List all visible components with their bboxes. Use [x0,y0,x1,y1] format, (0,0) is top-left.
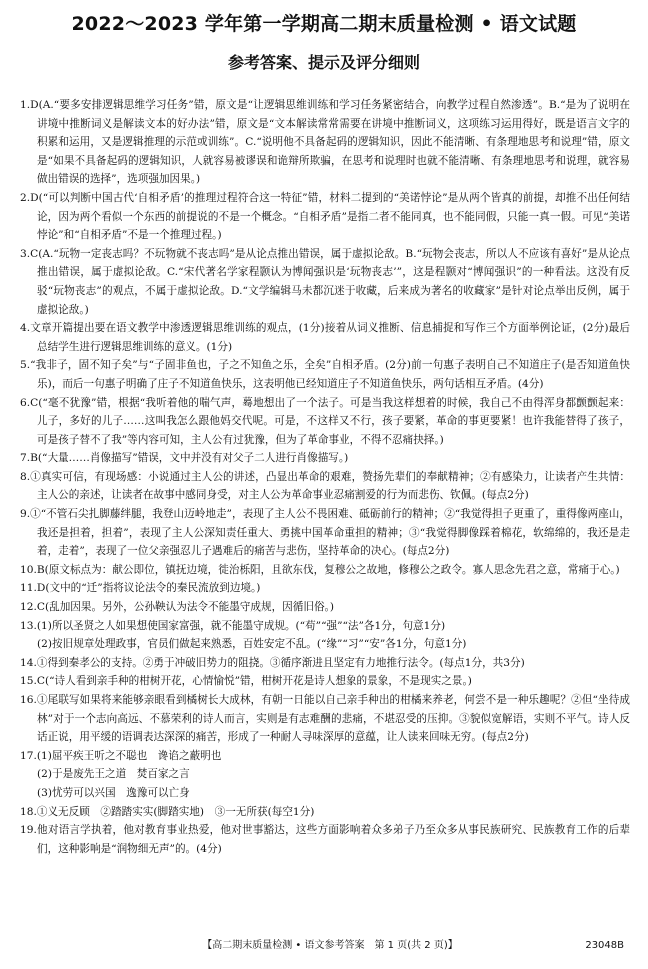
answer-text: C(A.“玩物一定丧志吗？不玩物就不丧志吗”是从论点推出错误，属于虚拟论敌。B.“玩物会丧志，所以人不应该有喜好”是从论点推出错误，属于虚拟论敌。C.“宋代著名学家程颢认为博闻强识是‘玩物丧志’”，这是程颢对“博闻强识”的一种看法。这没有反驳“玩物丧志”的观点，不属于虚拟论敌。D.“文学编辑马未都沉迷于收藏，后来成为著名的收藏家”是针对论点举出反例，属于虚拟论敌。) [30,247,630,316]
answer-text: C(乱加因果。另外，公孙鞅认为法令不能墨守成规，因循旧俗。) [36,601,334,614]
answer-item [20,394,630,450]
answer-item [20,505,630,561]
answer-text: ①“不管石尖扎脚藤绊腿，我登山迈岭地走”，表现了主人公不畏困难、砥砺前行的精神；②“我觉得担子更重了，重得像两座山，我还是担着，担着”，表现了主人公深知责任重大、勇挑中国革命重担的精神；③“我觉得脚像踩着棉花，软绵绵的，我还是走着，走着”，表现了一位父亲强忍儿子遇难后的痛苦与悲伤，坚持革命的决心。(每点2分) [30,508,630,558]
answer-number: 1. [20,99,31,111]
answer-number: 19. [20,824,37,837]
page-subtitle: 参考答案、提示及评分细则 [227,53,420,72]
answer-text: D(“可以判断中国古代‘自相矛盾’的推理过程符合这一特征”错，材料二提到的“美诺悖论”是从两个皆真的前提，却推不出任何结论，因为两个看似一个东西的前提说的不是一个概念。“自相矛盾”是指二者不能同真，也不能同假，只能一真一假。可见“美诺悖论”和“自相矛盾”不是一个推理过程。) [30,191,630,242]
answer-text: 文章开篇提出要在语文教学中渗透逻辑思维训练的观点，(1分)接着从词义推断、信息捕捉和写作三个方面举例论证，(2分)最后总结学生进行逻辑思维训练的意义。(1分) [30,322,630,353]
answer-number: 3. [20,247,31,260]
answer-number: 7. [20,452,31,465]
answer-number: 17. [20,749,37,762]
page-title: 2022～2023 学年第一学期高二期末质量检测 • 语文试题 [71,13,577,35]
answer-item [20,579,630,598]
answer-item [20,356,630,393]
answer-number: 8. [20,470,31,483]
answer-number: 14. [20,656,37,669]
answer-number: 5. [20,359,31,372]
answer-item [20,189,630,245]
answer-item [20,747,630,766]
answer-number: 6. [20,396,31,409]
answer-list [20,96,630,916]
answer-text: ①真实可信，有现场感：小说通过主人公的讲述，凸显出革命的艰难，赞扬先辈们的奉献精神；②有感染力，让读者产生共情：主人公的亲述，让读者在故事中感同身受，对主人公为革命事业忍痛割爱的行为而悲伤、钦佩。(每点2分) [30,470,630,502]
answer-number: 10. [20,563,37,576]
answer-item [20,803,630,822]
answer-item [20,561,630,580]
answer-item [20,468,630,505]
page-footer [0,937,648,955]
answer-subline: (2)按旧规章处理政事，官员们做起来熟悉，百姓安定不乱。(“缘”“习”“安”各1分，句意1分) [37,638,467,651]
answer-text: C(“诗人看到亲手种的柑树开花，心情愉悦”错，柑树开花是诗人想象的景象，不是现实之景。) [36,675,472,688]
answer-text: D(A.“要多安排逻辑思维学习任务”错，原文是“让逻辑思维训练和学习任务紧密结合，向教学过程自然渗透”。B.“是为了说明在讲境中推断词义是解读文本的好办法”错，原文是“文本解读常常需要在讲境中推断词义，这项练习运用得好，既是语言文字的积累和运用，又是逻辑推理的示范或训练”。C.“说明他不具备起码的逻辑知识，因此不能清晰、有条理地思考和说理”错，原文是“如果不具备起码的逻辑知识，人就容易被谬误和诡辩所欺骗，在思考和说理时也就不能清晰、有条理地思考和说理，就容易做出错误的选择”，选项强加因果。) [30,99,630,186]
answer-subline: (2)于是废先王之道 焚百家之言 [37,768,190,781]
answer-item [20,319,630,356]
answer-number: 13. [20,619,37,632]
answer-item [20,617,630,636]
answer-item [20,449,630,468]
answer-number: 9. [20,508,31,521]
answer-item [20,672,630,691]
answer-text: ①义无反顾 ②踏踏实实(脚踏实地) ③一无所获(每空1分) [36,805,315,818]
answer-text: D(文中的“迁”指将议论法令的秦民流放到边境。) [36,582,261,595]
answer-number: 2. [20,191,31,204]
footer-page-info: 【高二期末质量检测 • 语文参考答案 第 1 页(共 2 页)】 [202,940,458,951]
answer-text: 他对语言学执着，他对教育事业热爱，他对世事豁达，这些方面影响着众多弟子乃至众多从事民族研究、民族教育工作的后辈们，这种影响是“润物细无声”的。(4分) [36,824,630,855]
answer-item [20,96,630,189]
answer-text: (1)屈平疾王听之不聪也 谗谄之蔽明也 [36,749,222,762]
answer-text: B(“大量……肖像描写”错误，文中并没有对父子二人进行肖像描写。) [30,452,349,465]
answer-number: 16. [20,694,37,706]
answer-item [20,598,630,617]
answer-subline: (3)忧劳可以兴国 逸豫可以亡身 [37,786,190,799]
answer-number: 18. [20,805,37,818]
answer-text: ①尾联写如果将来能够亲眼看到橘树长大成林，有朝一日能以自己亲手种出的柑橘来养老，何尝不是一种乐趣呢？②但“坐待成林”对于一个志向高远、不慕荣利的诗人而言，实则是有志难酬的悲痛，不堪忍受的压抑。③貌似宽解语，实则不平气。诗人反话正说，用平缓的语调表达深深的痛苦，形成了一种耐人寻味深厚的意蕴，让人读来回味无穷。(每点2分) [36,694,630,744]
answer-item [20,654,630,673]
answer-number: 11. [20,582,37,595]
answer-text: “我非子，固不知子矣”与“子固非鱼也，子之不知鱼之乐，全矣”自相矛盾。(2分)前一句惠子表明自己不知道庄子(是否知道鱼快乐)，而后一句惠子明确了庄子不知道鱼快乐，这表明他已经知道庄子不知道鱼快乐，两句话相互矛盾。(4分) [30,359,630,390]
answer-item [20,691,630,747]
answer-text: B(原文标点为：献公即位，镇抚边境，徙治栎阳，且欲东伐，复穆公之故地，修穆公之政令。寡人思念先君之意，常痛于心。) [36,563,620,576]
answer-text: (1)所以圣贤之人如果想使国家富强，就不能墨守成规。(“苟”“强”“法”各1分，句意1分) [36,619,446,632]
answer-item [20,245,630,319]
answer-number: 4. [20,322,31,335]
answer-number: 12. [20,601,37,614]
answer-text: ①得到秦孝公的支持。②勇于冲破旧势力的阻挠。③循序渐进且坚定有力地推行法令。(每点1分，共3分) [36,656,525,669]
answer-item [20,821,630,858]
answer-text: C(“毫不犹豫”错，根据“我听着他的喘气声，蓦地想出了一个法子。可是当我这样想着的时候，我自己不由得浑身都颤颤起来：儿子，多好的儿子……这叫我怎么跟他妈交代呢。可是，不这样又不行，孩子要紧，革命的事更要紧！也许我能替得了孩子，可是孩子替不了我”等内容可知，主人公有过犹豫，但为了革命事业，不得不忍痛抉择。) [30,396,630,446]
footer-paper-code: 23048B [585,940,624,951]
answer-number: 15. [20,675,37,688]
